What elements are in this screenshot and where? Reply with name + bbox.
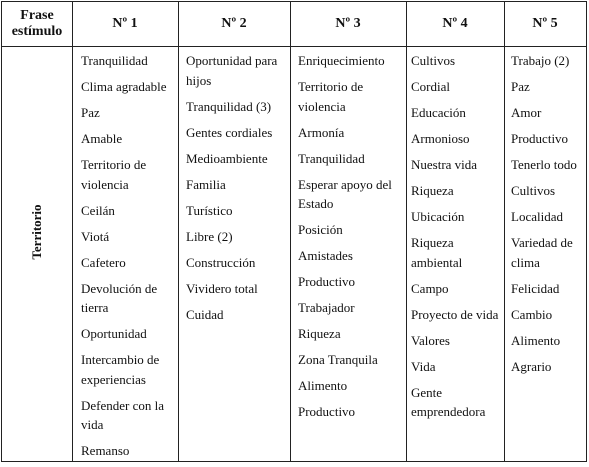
header-col-5: Nº 5 <box>532 16 558 31</box>
list-item: Construcción <box>186 254 256 270</box>
header-col-1: Nº 1 <box>112 16 138 31</box>
data-table <box>1 1 587 462</box>
header-col-3: Nº 3 <box>335 16 361 31</box>
list-item: Enriquecimiento <box>298 53 385 68</box>
list-item: Alimento <box>511 332 561 348</box>
list-item: Medioambiente <box>186 150 268 166</box>
column-divider <box>178 2 179 461</box>
table-header <box>2 2 586 47</box>
list-item: Paz <box>511 79 530 94</box>
list-item: Amistades <box>298 248 353 263</box>
column-2-cell <box>186 51 286 331</box>
list-item: Ubicación <box>411 209 465 224</box>
list-item: Localidad <box>511 209 563 224</box>
list-item: Cordial <box>411 79 450 94</box>
list-item: Trabajador <box>298 300 355 315</box>
list-item: Amor <box>511 105 542 120</box>
list-item: Oportunidad <box>81 326 147 341</box>
list-item: Clima agradable <box>81 79 167 94</box>
list-item: Devolución de tierra <box>81 280 158 315</box>
list-item: Vividero total <box>186 280 258 296</box>
list-item: Territorio de violencia <box>298 79 364 114</box>
list-item: Turístico <box>186 202 233 218</box>
list-item: Agrario <box>511 358 552 374</box>
column-divider <box>504 2 505 461</box>
list-item: Trabajo (2) <box>511 53 570 68</box>
list-item: Ceilán <box>81 202 115 218</box>
list-item: Tranquilidad <box>298 150 365 166</box>
header-col-2: Nº 2 <box>221 16 247 31</box>
list-item: Productivo <box>298 274 356 289</box>
list-item: Amable <box>81 131 123 146</box>
list-item: Productivo <box>298 404 356 419</box>
list-item: Armonía <box>298 124 345 140</box>
list-item: Viotá <box>81 228 110 244</box>
list-item: Felicidad <box>511 280 560 296</box>
list-item: Variedad de clima <box>511 235 573 270</box>
list-item: Cafetero <box>81 254 126 270</box>
list-item: Riqueza <box>411 183 454 198</box>
list-item: Posición <box>298 222 343 237</box>
list-item: Oportunidad para hijos <box>186 53 278 88</box>
list-item: Cambio <box>511 306 553 322</box>
column-4-cell <box>411 51 501 428</box>
header-col-4: Nº 4 <box>442 16 468 31</box>
list-item: Nuestra vida <box>411 157 478 172</box>
list-item: Alimento <box>298 378 348 393</box>
list-item: Valores <box>411 332 450 348</box>
list-item: Territorio de violencia <box>81 157 147 192</box>
list-item: Defender con la vida <box>81 397 165 432</box>
list-item: Remanso <box>81 443 130 458</box>
list-item: Tranquilidad (3) <box>186 98 272 114</box>
list-item: Tenerlo todo <box>511 157 577 172</box>
list-item: Intercambio de experiencias <box>81 352 160 387</box>
list-item: Zona Tranquila <box>298 352 378 367</box>
list-item: Riqueza <box>298 326 341 341</box>
list-item: Cultivos <box>411 53 456 68</box>
list-item: Gente emprendedora <box>411 384 486 419</box>
column-1-cell <box>81 51 173 467</box>
list-item: Libre (2) <box>186 228 233 244</box>
list-item: Paz <box>81 105 100 120</box>
column-divider <box>290 2 291 461</box>
list-item: Riqueza ambiental <box>411 235 463 270</box>
column-divider <box>72 2 73 461</box>
list-item: Proyecto de vida <box>411 306 499 322</box>
list-item: Gentes cordiales <box>186 124 273 140</box>
list-item: Cuidad <box>186 306 224 322</box>
list-item: Educación <box>411 105 466 120</box>
list-item: Cultivos <box>511 183 556 198</box>
column-divider <box>406 2 407 461</box>
column-3-cell <box>298 51 402 428</box>
list-item: Tranquilidad <box>81 53 148 68</box>
list-item: Esperar apoyo del Estado <box>298 176 392 211</box>
list-item: Armonioso <box>411 131 470 146</box>
list-item: Vida <box>411 358 436 374</box>
header-frase-estimulo: Frase estímulo <box>11 8 63 39</box>
column-5-cell <box>511 51 585 383</box>
list-item: Campo <box>411 280 449 296</box>
row-label-territorio: Territorio <box>29 204 44 260</box>
list-item: Familia <box>186 176 226 192</box>
list-item: Productivo <box>511 131 569 146</box>
